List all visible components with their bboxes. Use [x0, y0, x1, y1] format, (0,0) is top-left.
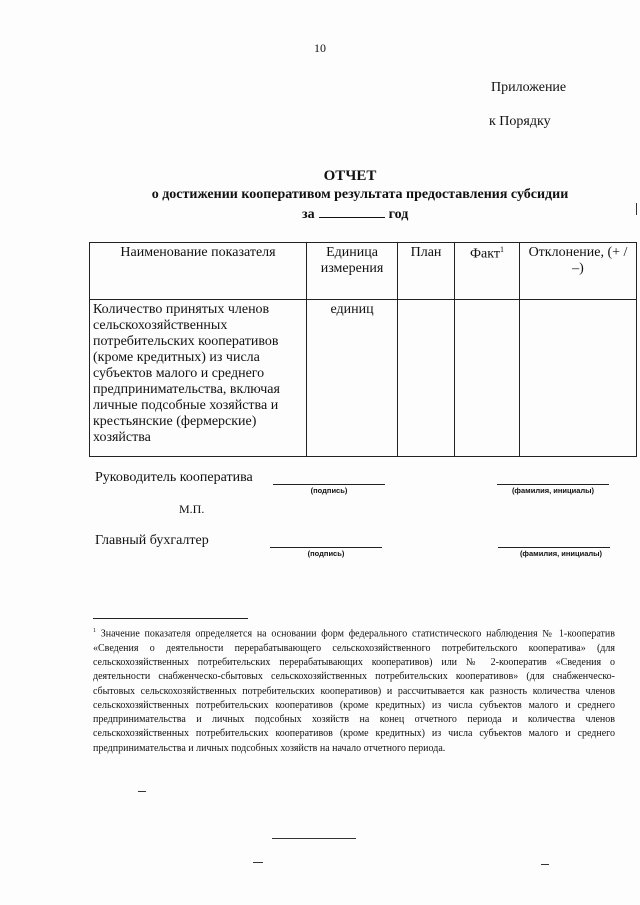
footnote — [93, 624, 615, 756]
header-fact-footnote-mark: 1 — [500, 245, 504, 254]
period-prefix: за — [302, 207, 315, 222]
footnote-mark: 1 — [93, 628, 96, 634]
report-subtitle: о достижении кооперативом результата предоставления субсидии — [151, 187, 569, 202]
seal-place: М.П. — [179, 502, 205, 516]
scan-artifact — [272, 838, 356, 839]
accountant-name-caption: (фамилия, инициалы) — [519, 549, 603, 558]
page-number: 10 — [314, 41, 326, 55]
table-row — [90, 300, 637, 457]
table-header-row — [90, 243, 637, 300]
header-fact-label: Факт — [469, 246, 500, 262]
head-signature-line[interactable] — [273, 484, 385, 485]
report-table — [89, 242, 637, 457]
head-signature-caption: (подпись) — [310, 486, 348, 495]
period-suffix: год — [388, 207, 409, 222]
header-plan: План — [398, 243, 455, 300]
scan-artifact — [636, 203, 637, 215]
accountant-signature-caption: (подпись) — [307, 549, 345, 558]
head-name-caption: (фамилия, инициалы) — [511, 486, 595, 495]
header-name: Наименование показателя — [90, 243, 307, 300]
footnote-text: Значение показателя определяется на основании форм федерального статистического наблюдения № 1-кооператив «Сведения о деятельности перерабатывающего сельскохозяйственного потребительского кооператива» (для сельскохозяйственных потребительских перерабатывающих кооперативов) или № 2-кооператив «Сведения о деятельности снабженческо-сбытовых сельскохозяйственных потребительских кооперативов» (для снабженческо-сбытовых сельскохозяйственных потребительских кооперативов) и рассчитывается как разность количества членов сельскохозяйственных потребительских кооперативов (кроме кредитных) из числа субъектов малого и среднего предпринимательства и личных подсобных хозяйств на конец отчетного периода и количества членов сельскохозяйственных потребительских кооперативов (кроме кредитных) из числа субъектов малого и среднего предпринимательства и личных подсобных хозяйств на начало отчетного периода. — [93, 628, 615, 754]
row-indicator-name: Количество принятых членов сельскохозяйственных потребительских кооперативов (кроме кредитных) из числа субъектов малого и среднего предпринимательства, включая личные подсобные хозяйства и крестьянские (фермерские) хозяйства — [90, 300, 307, 457]
row-plan-cell[interactable] — [398, 300, 455, 457]
accountant-name-line[interactable] — [498, 547, 610, 548]
footnote-separator — [93, 618, 248, 619]
scan-artifact — [138, 791, 146, 792]
report-title: ОТЧЕТ — [323, 168, 377, 184]
header-fact — [455, 243, 520, 300]
appendix-label: Приложение — [491, 80, 567, 95]
report-period — [302, 205, 408, 223]
head-name-line[interactable] — [497, 484, 609, 485]
accountant-signature-label: Главный бухгалтер — [95, 533, 209, 548]
row-unit: единиц — [307, 300, 398, 457]
scan-artifact — [541, 864, 549, 865]
accountant-signature-line[interactable] — [270, 547, 382, 548]
header-deviation: Отклонение, (+ / –) — [520, 243, 637, 300]
period-year-blank[interactable] — [319, 205, 385, 218]
row-deviation-cell[interactable] — [520, 300, 637, 457]
header-unit: Единица измерения — [307, 243, 398, 300]
row-fact-cell[interactable] — [455, 300, 520, 457]
scan-artifact — [253, 862, 263, 863]
head-signature-label: Руководитель кооператива — [95, 470, 253, 485]
appendix-reference: к Порядку — [489, 114, 551, 129]
